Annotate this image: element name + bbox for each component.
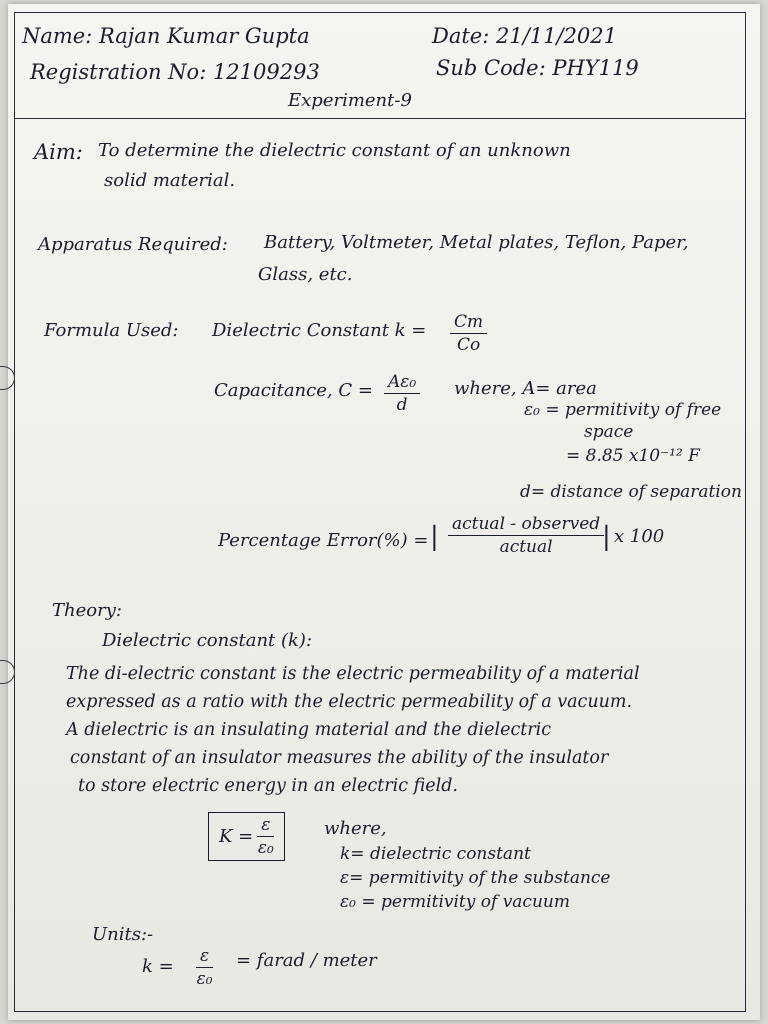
error-numerator: actual - observed [448,514,604,536]
definition-k: k= dielectric constant [340,844,531,864]
subject-code: Sub Code: PHY119 [436,56,639,80]
abs-bar-left: | [430,522,439,552]
abs-bar-right: | [602,522,611,552]
theory-line-4: constant of an insulator measures the ability of the insulator [70,748,609,768]
apparatus-line-1: Battery, Voltmeter, Metal plates, Teflon, Paper, [264,232,689,253]
epsilon-definition-space: space [584,422,634,442]
box-denominator: ε₀ [257,838,274,858]
error-multiplier: x 100 [614,526,665,547]
apparatus-line-2: Glass, etc. [258,264,353,285]
dielectric-denominator: Co [456,335,481,355]
dielectric-fraction [450,312,487,355]
units-numerator: ε [196,946,213,968]
theory-label: Theory: [52,600,122,621]
theory-subheading: Dielectric constant (k): [102,630,313,651]
error-denominator: actual [499,537,553,557]
units-denominator: ε₀ [196,969,213,989]
units-label: Units:- [92,924,154,945]
capacitance-fraction [384,372,420,415]
formula-label: Formula Used: [44,320,179,341]
dielectric-constant-text: Dielectric Constant k = [212,320,427,341]
theory-line-3: A dielectric is an insulating material and the dielectric [66,720,552,740]
theory-line-5: to store electric energy in an electric field. [78,776,458,796]
epsilon-value: = 8.85 x10⁻¹² F [566,446,700,466]
capacitance-text: Capacitance, C = [214,380,373,401]
experiment-title: Experiment-9 [288,90,412,111]
capacitance-denominator: d [396,395,408,415]
epsilon-definition: ε₀ = permitivity of free [524,400,722,420]
registration-number: Registration No: 12109293 [30,60,320,84]
capacitance-numerator: Aε₀ [384,372,420,394]
units-lhs: k = [142,956,174,977]
theory-where: where, [324,818,387,839]
units-fraction [196,946,213,989]
dielectric-numerator: Cm [450,312,487,334]
definition-epsilon: ε= permitivity of the substance [340,868,611,888]
definition-epsilon-zero: ε₀ = permitivity of vacuum [340,892,570,912]
header-divider [14,118,746,119]
apparatus-label: Apparatus Required: [38,234,228,255]
date: Date: 21/11/2021 [432,24,618,48]
box-fraction [257,815,274,858]
student-name: Name: Rajan Kumar Gupta [22,24,310,48]
distance-definition: d= distance of separation [520,482,742,502]
aim-line-1: To determine the dielectric constant of an unknown [98,140,571,161]
theory-line-2: expressed as a ratio with the electric permeability of a vacuum. [66,692,633,712]
aim-line-2: solid material. [104,170,236,191]
units-rhs: = farad / meter [236,950,377,971]
where-area: where, A= area [454,378,597,399]
box-lhs: K = [219,826,254,847]
box-numerator: ε [257,815,274,837]
error-fraction [448,514,604,557]
percentage-error-text: Percentage Error(%) = [218,530,429,551]
dielectric-formula-box [208,812,285,861]
aim-label: Aim: [34,140,83,164]
theory-line-1: The di-electric constant is the electric permeability of a material [66,664,640,684]
